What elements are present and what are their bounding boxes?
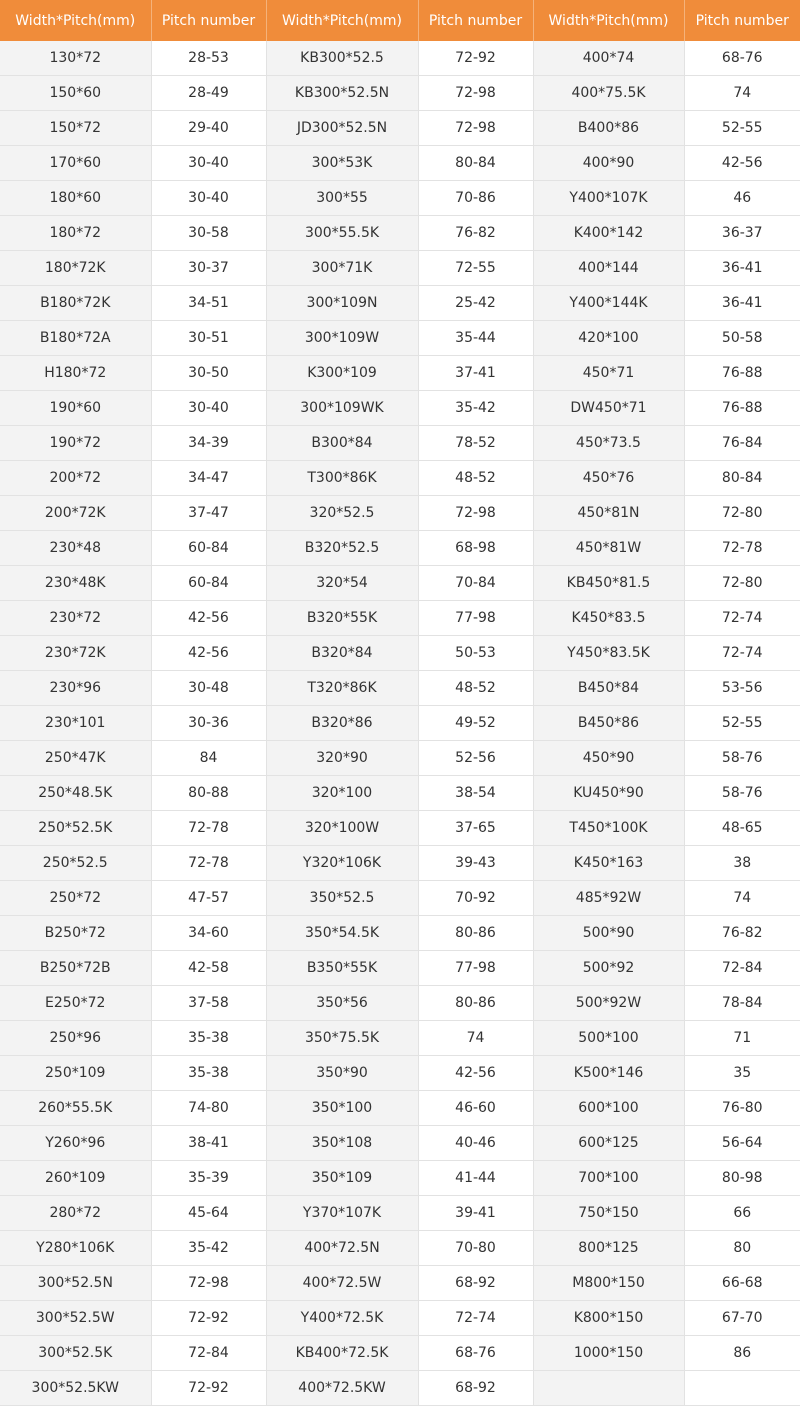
pitch-number-cell: 37-58: [151, 986, 266, 1021]
pitch-number-cell: 78-52: [418, 426, 533, 461]
pitch-number-cell: 72-78: [684, 531, 800, 566]
table-row: [0, 881, 800, 916]
width-pitch-cell: 600*125: [533, 1126, 684, 1161]
width-pitch-cell: T320*86K: [266, 671, 418, 706]
pitch-number-cell: 42-56: [684, 146, 800, 181]
pitch-number-cell: 52-55: [684, 111, 800, 146]
header-pitch-number-3: Pitch number: [684, 0, 800, 41]
pitch-number-cell: 72-98: [418, 76, 533, 111]
pitch-number-cell: 58-76: [684, 741, 800, 776]
pitch-number-cell: 30-40: [151, 146, 266, 181]
pitch-number-cell: 46-60: [418, 1091, 533, 1126]
pitch-number-cell: 70-80: [418, 1231, 533, 1266]
pitch-number-cell: 42-56: [418, 1056, 533, 1091]
width-pitch-cell: 250*72: [0, 881, 151, 916]
width-pitch-cell: 400*144: [533, 251, 684, 286]
table-row: [0, 601, 800, 636]
width-pitch-cell: 230*48: [0, 531, 151, 566]
width-pitch-cell: 450*90: [533, 741, 684, 776]
width-pitch-cell: 230*72K: [0, 636, 151, 671]
pitch-number-cell: 58-76: [684, 776, 800, 811]
pitch-number-cell: 72-78: [151, 811, 266, 846]
width-pitch-cell: 300*55: [266, 181, 418, 216]
pitch-number-cell: 36-37: [684, 216, 800, 251]
width-pitch-cell: 250*47K: [0, 741, 151, 776]
pitch-number-cell: 80-86: [418, 986, 533, 1021]
width-pitch-cell: 300*109N: [266, 286, 418, 321]
width-pitch-cell: 250*48.5K: [0, 776, 151, 811]
width-pitch-cell: 170*60: [0, 146, 151, 181]
table-row: [0, 251, 800, 286]
width-pitch-cell: [533, 1371, 684, 1406]
width-pitch-cell: 300*53K: [266, 146, 418, 181]
width-pitch-cell: 320*52.5: [266, 496, 418, 531]
pitch-number-cell: 41-44: [418, 1161, 533, 1196]
header-pitch-number-1: Pitch number: [151, 0, 266, 41]
width-pitch-cell: 300*52.5N: [0, 1266, 151, 1301]
width-pitch-cell: K450*83.5: [533, 601, 684, 636]
width-pitch-cell: Y320*106K: [266, 846, 418, 881]
width-pitch-cell: 400*72.5W: [266, 1266, 418, 1301]
pitch-number-cell: 66: [684, 1196, 800, 1231]
pitch-number-cell: 34-39: [151, 426, 266, 461]
pitch-number-cell: 35-39: [151, 1161, 266, 1196]
width-pitch-cell: 300*52.5W: [0, 1301, 151, 1336]
width-pitch-cell: 200*72K: [0, 496, 151, 531]
width-pitch-cell: Y260*96: [0, 1126, 151, 1161]
table-row: [0, 636, 800, 671]
pitch-number-cell: 30-40: [151, 391, 266, 426]
table-row: [0, 1161, 800, 1196]
width-pitch-cell: Y400*144K: [533, 286, 684, 321]
table-row: [0, 1266, 800, 1301]
pitch-number-cell: 35-42: [418, 391, 533, 426]
pitch-number-cell: 72-80: [684, 566, 800, 601]
pitch-number-cell: 72-84: [151, 1336, 266, 1371]
pitch-number-cell: 34-60: [151, 916, 266, 951]
width-pitch-cell: 450*76: [533, 461, 684, 496]
pitch-number-cell: 84: [151, 741, 266, 776]
pitch-number-cell: 53-56: [684, 671, 800, 706]
table-row: [0, 986, 800, 1021]
pitch-number-cell: 74-80: [151, 1091, 266, 1126]
width-pitch-cell: DW450*71: [533, 391, 684, 426]
width-pitch-cell: 450*81N: [533, 496, 684, 531]
pitch-number-cell: 76-82: [684, 916, 800, 951]
pitch-number-cell: 35-42: [151, 1231, 266, 1266]
pitch-number-cell: 74: [418, 1021, 533, 1056]
width-pitch-cell: 400*72.5N: [266, 1231, 418, 1266]
width-pitch-cell: 190*72: [0, 426, 151, 461]
pitch-number-cell: 80-98: [684, 1161, 800, 1196]
width-pitch-cell: B450*84: [533, 671, 684, 706]
pitch-number-cell: 70-84: [418, 566, 533, 601]
width-pitch-cell: 350*90: [266, 1056, 418, 1091]
width-pitch-cell: 800*125: [533, 1231, 684, 1266]
width-pitch-cell: E250*72: [0, 986, 151, 1021]
width-pitch-cell: 320*100W: [266, 811, 418, 846]
table-row: [0, 1126, 800, 1161]
width-pitch-cell: 500*100: [533, 1021, 684, 1056]
pitch-number-cell: 37-47: [151, 496, 266, 531]
table-row: [0, 111, 800, 146]
table-row: [0, 671, 800, 706]
pitch-number-cell: 48-52: [418, 671, 533, 706]
table-body: [0, 41, 800, 1406]
width-pitch-cell: 400*74: [533, 41, 684, 76]
table-row: [0, 566, 800, 601]
width-pitch-cell: 280*72: [0, 1196, 151, 1231]
pitch-number-cell: 25-42: [418, 286, 533, 321]
pitch-number-cell: 70-86: [418, 181, 533, 216]
pitch-number-cell: 72-74: [684, 636, 800, 671]
width-pitch-cell: K400*142: [533, 216, 684, 251]
width-pitch-cell: 300*109W: [266, 321, 418, 356]
pitch-number-cell: 72-98: [418, 111, 533, 146]
header-width-pitch-2: Width*Pitch(mm): [266, 0, 418, 41]
width-pitch-cell: 1000*150: [533, 1336, 684, 1371]
pitch-number-cell: 68-92: [418, 1266, 533, 1301]
table-row: [0, 356, 800, 391]
pitch-number-cell: 35-44: [418, 321, 533, 356]
width-pitch-cell: 500*92: [533, 951, 684, 986]
pitch-number-cell: 36-41: [684, 286, 800, 321]
pitch-number-cell: 42-56: [151, 636, 266, 671]
width-pitch-cell: Y280*106K: [0, 1231, 151, 1266]
pitch-number-cell: 66-68: [684, 1266, 800, 1301]
width-pitch-cell: 300*109WK: [266, 391, 418, 426]
width-pitch-cell: K500*146: [533, 1056, 684, 1091]
pitch-number-cell: 30-48: [151, 671, 266, 706]
table-row: [0, 1336, 800, 1371]
width-pitch-cell: 350*75.5K: [266, 1021, 418, 1056]
pitch-number-cell: 45-64: [151, 1196, 266, 1231]
pitch-number-cell: 80-84: [684, 461, 800, 496]
width-pitch-cell: 400*72.5KW: [266, 1371, 418, 1406]
width-pitch-cell: 320*90: [266, 741, 418, 776]
pitch-number-cell: 72-74: [684, 601, 800, 636]
width-pitch-cell: 260*109: [0, 1161, 151, 1196]
width-pitch-cell: 485*92W: [533, 881, 684, 916]
pitch-number-cell: 38-54: [418, 776, 533, 811]
width-pitch-cell: 300*55.5K: [266, 216, 418, 251]
pitch-number-cell: 80-86: [418, 916, 533, 951]
pitch-number-cell: 30-36: [151, 706, 266, 741]
width-pitch-cell: B320*86: [266, 706, 418, 741]
width-pitch-cell: 500*90: [533, 916, 684, 951]
pitch-number-cell: 86: [684, 1336, 800, 1371]
width-pitch-cell: 230*48K: [0, 566, 151, 601]
width-pitch-cell: K300*109: [266, 356, 418, 391]
pitch-number-cell: 30-58: [151, 216, 266, 251]
pitch-number-cell: 72-98: [151, 1266, 266, 1301]
width-pitch-cell: 230*96: [0, 671, 151, 706]
width-pitch-cell: B300*84: [266, 426, 418, 461]
table-row: [0, 1231, 800, 1266]
pitch-number-cell: 72-80: [684, 496, 800, 531]
width-pitch-cell: B180*72A: [0, 321, 151, 356]
table-row: [0, 181, 800, 216]
pitch-number-cell: 76-82: [418, 216, 533, 251]
width-pitch-cell: B180*72K: [0, 286, 151, 321]
width-pitch-cell: 350*52.5: [266, 881, 418, 916]
width-pitch-cell: 180*72K: [0, 251, 151, 286]
width-pitch-cell: 300*71K: [266, 251, 418, 286]
width-pitch-cell: 250*109: [0, 1056, 151, 1091]
width-pitch-cell: KB400*72.5K: [266, 1336, 418, 1371]
pitch-number-cell: 35-38: [151, 1056, 266, 1091]
pitch-number-cell: 46: [684, 181, 800, 216]
width-pitch-cell: 400*90: [533, 146, 684, 181]
width-pitch-cell: Y400*72.5K: [266, 1301, 418, 1336]
width-pitch-cell: 350*100: [266, 1091, 418, 1126]
pitch-number-cell: 39-41: [418, 1196, 533, 1231]
pitch-number-cell: 50-53: [418, 636, 533, 671]
width-pitch-cell: B350*55K: [266, 951, 418, 986]
table-row: [0, 391, 800, 426]
pitch-number-cell: 30-37: [151, 251, 266, 286]
pitch-number-cell: 48-65: [684, 811, 800, 846]
width-pitch-cell: K800*150: [533, 1301, 684, 1336]
width-pitch-cell: Y370*107K: [266, 1196, 418, 1231]
pitch-number-cell: 34-51: [151, 286, 266, 321]
pitch-number-cell: 52-55: [684, 706, 800, 741]
width-pitch-cell: B320*55K: [266, 601, 418, 636]
table-row: [0, 461, 800, 496]
width-pitch-cell: Y450*83.5K: [533, 636, 684, 671]
pitch-number-cell: 80: [684, 1231, 800, 1266]
pitch-number-cell: 76-88: [684, 356, 800, 391]
table-row: [0, 76, 800, 111]
width-pitch-cell: K450*163: [533, 846, 684, 881]
pitch-number-cell: 34-47: [151, 461, 266, 496]
pitch-number-cell: 72-92: [151, 1371, 266, 1406]
width-pitch-cell: 190*60: [0, 391, 151, 426]
width-pitch-cell: 320*100: [266, 776, 418, 811]
width-pitch-cell: 450*71: [533, 356, 684, 391]
pitch-number-cell: 74: [684, 76, 800, 111]
pitch-number-cell: 68-76: [684, 41, 800, 76]
width-pitch-cell: 250*52.5K: [0, 811, 151, 846]
width-pitch-cell: JD300*52.5N: [266, 111, 418, 146]
pitch-number-cell: 60-84: [151, 531, 266, 566]
pitch-number-cell: 68-92: [418, 1371, 533, 1406]
table-row: [0, 811, 800, 846]
width-pitch-cell: KU450*90: [533, 776, 684, 811]
table-row: [0, 146, 800, 181]
width-pitch-cell: 600*100: [533, 1091, 684, 1126]
table-row: [0, 321, 800, 356]
pitch-number-cell: 72-74: [418, 1301, 533, 1336]
width-pitch-cell: B250*72B: [0, 951, 151, 986]
pitch-number-cell: 28-49: [151, 76, 266, 111]
width-pitch-cell: 400*75.5K: [533, 76, 684, 111]
pitch-number-cell: 37-65: [418, 811, 533, 846]
width-pitch-cell: 230*101: [0, 706, 151, 741]
table-row: [0, 286, 800, 321]
table-row: [0, 1056, 800, 1091]
pitch-number-cell: 56-64: [684, 1126, 800, 1161]
table-row: [0, 1196, 800, 1231]
pitch-number-cell: 76-80: [684, 1091, 800, 1126]
pitch-number-cell: 35: [684, 1056, 800, 1091]
pitch-number-cell: 42-58: [151, 951, 266, 986]
pitch-number-cell: 72-84: [684, 951, 800, 986]
width-pitch-cell: 250*96: [0, 1021, 151, 1056]
table-row: [0, 41, 800, 76]
pitch-number-cell: 49-52: [418, 706, 533, 741]
pitch-number-cell: 72-98: [418, 496, 533, 531]
width-pitch-cell: 300*52.5KW: [0, 1371, 151, 1406]
header-pitch-number-2: Pitch number: [418, 0, 533, 41]
width-pitch-cell: 350*54.5K: [266, 916, 418, 951]
pitch-number-cell: 35-38: [151, 1021, 266, 1056]
width-pitch-cell: 350*56: [266, 986, 418, 1021]
table-row: [0, 706, 800, 741]
width-pitch-cell: M800*150: [533, 1266, 684, 1301]
pitch-number-cell: 68-98: [418, 531, 533, 566]
width-pitch-cell: 750*150: [533, 1196, 684, 1231]
pitch-number-cell: 80-84: [418, 146, 533, 181]
header-row: [0, 0, 800, 41]
pitch-number-cell: 60-84: [151, 566, 266, 601]
table-row: [0, 776, 800, 811]
table-row: [0, 1301, 800, 1336]
width-pitch-cell: 350*108: [266, 1126, 418, 1161]
width-pitch-cell: 260*55.5K: [0, 1091, 151, 1126]
pitch-number-cell: 39-43: [418, 846, 533, 881]
width-pitch-cell: 230*72: [0, 601, 151, 636]
pitch-number-cell: 72-92: [151, 1301, 266, 1336]
width-pitch-cell: KB450*81.5: [533, 566, 684, 601]
pitch-number-cell: 77-98: [418, 601, 533, 636]
pitch-number-cell: 78-84: [684, 986, 800, 1021]
width-pitch-cell: B400*86: [533, 111, 684, 146]
pitch-number-cell: 38: [684, 846, 800, 881]
width-pitch-cell: 450*81W: [533, 531, 684, 566]
pitch-number-cell: 30-40: [151, 181, 266, 216]
table-row: [0, 741, 800, 776]
table-row: [0, 951, 800, 986]
width-pitch-cell: KB300*52.5: [266, 41, 418, 76]
pitch-number-cell: 38-41: [151, 1126, 266, 1161]
pitch-number-cell: 52-56: [418, 741, 533, 776]
width-pitch-cell: 350*109: [266, 1161, 418, 1196]
pitch-number-cell: 70-92: [418, 881, 533, 916]
pitch-number-cell: 76-88: [684, 391, 800, 426]
width-pitch-cell: 150*60: [0, 76, 151, 111]
pitch-number-cell: 40-46: [418, 1126, 533, 1161]
width-pitch-cell: Y400*107K: [533, 181, 684, 216]
width-pitch-cell: B320*84: [266, 636, 418, 671]
header-width-pitch-3: Width*Pitch(mm): [533, 0, 684, 41]
width-pitch-cell: T450*100K: [533, 811, 684, 846]
width-pitch-cell: 180*72: [0, 216, 151, 251]
table-row: [0, 1371, 800, 1406]
width-pitch-cell: 700*100: [533, 1161, 684, 1196]
table-row: [0, 1021, 800, 1056]
pitch-number-cell: 72-78: [151, 846, 266, 881]
width-pitch-cell: 420*100: [533, 321, 684, 356]
width-pitch-cell: 150*72: [0, 111, 151, 146]
pitch-number-cell: 42-56: [151, 601, 266, 636]
pitch-number-cell: 72-92: [418, 41, 533, 76]
width-pitch-cell: T300*86K: [266, 461, 418, 496]
pitch-number-cell: 30-50: [151, 356, 266, 391]
pitch-number-cell: 37-41: [418, 356, 533, 391]
width-pitch-cell: 130*72: [0, 41, 151, 76]
pitch-number-cell: 72-55: [418, 251, 533, 286]
header-width-pitch-1: Width*Pitch(mm): [0, 0, 151, 41]
pitch-number-cell: 36-41: [684, 251, 800, 286]
width-pitch-cell: B450*86: [533, 706, 684, 741]
table-row: [0, 846, 800, 881]
pitch-number-cell: 76-84: [684, 426, 800, 461]
width-pitch-cell: 320*54: [266, 566, 418, 601]
pitch-number-cell: 28-53: [151, 41, 266, 76]
table-row: [0, 916, 800, 951]
pitch-number-cell: 29-40: [151, 111, 266, 146]
width-pitch-cell: 200*72: [0, 461, 151, 496]
width-pitch-cell: H180*72: [0, 356, 151, 391]
pitch-number-cell: 48-52: [418, 461, 533, 496]
width-pitch-cell: 180*60: [0, 181, 151, 216]
width-pitch-cell: 250*52.5: [0, 846, 151, 881]
width-pitch-cell: 500*92W: [533, 986, 684, 1021]
pitch-number-cell: 71: [684, 1021, 800, 1056]
width-pitch-cell: 300*52.5K: [0, 1336, 151, 1371]
pitch-number-cell: 30-51: [151, 321, 266, 356]
pitch-number-cell: 68-76: [418, 1336, 533, 1371]
table-row: [0, 216, 800, 251]
pitch-number-cell: [684, 1371, 800, 1406]
width-pitch-cell: B320*52.5: [266, 531, 418, 566]
table-row: [0, 496, 800, 531]
width-pitch-cell: 450*73.5: [533, 426, 684, 461]
pitch-number-cell: 50-58: [684, 321, 800, 356]
pitch-number-cell: 77-98: [418, 951, 533, 986]
table-row: [0, 1091, 800, 1126]
width-pitch-cell: B250*72: [0, 916, 151, 951]
pitch-number-cell: 47-57: [151, 881, 266, 916]
width-pitch-cell: KB300*52.5N: [266, 76, 418, 111]
pitch-number-cell: 67-70: [684, 1301, 800, 1336]
table-header: [0, 0, 800, 41]
pitch-number-cell: 74: [684, 881, 800, 916]
table-row: [0, 426, 800, 461]
table-row: [0, 531, 800, 566]
pitch-number-cell: 80-88: [151, 776, 266, 811]
